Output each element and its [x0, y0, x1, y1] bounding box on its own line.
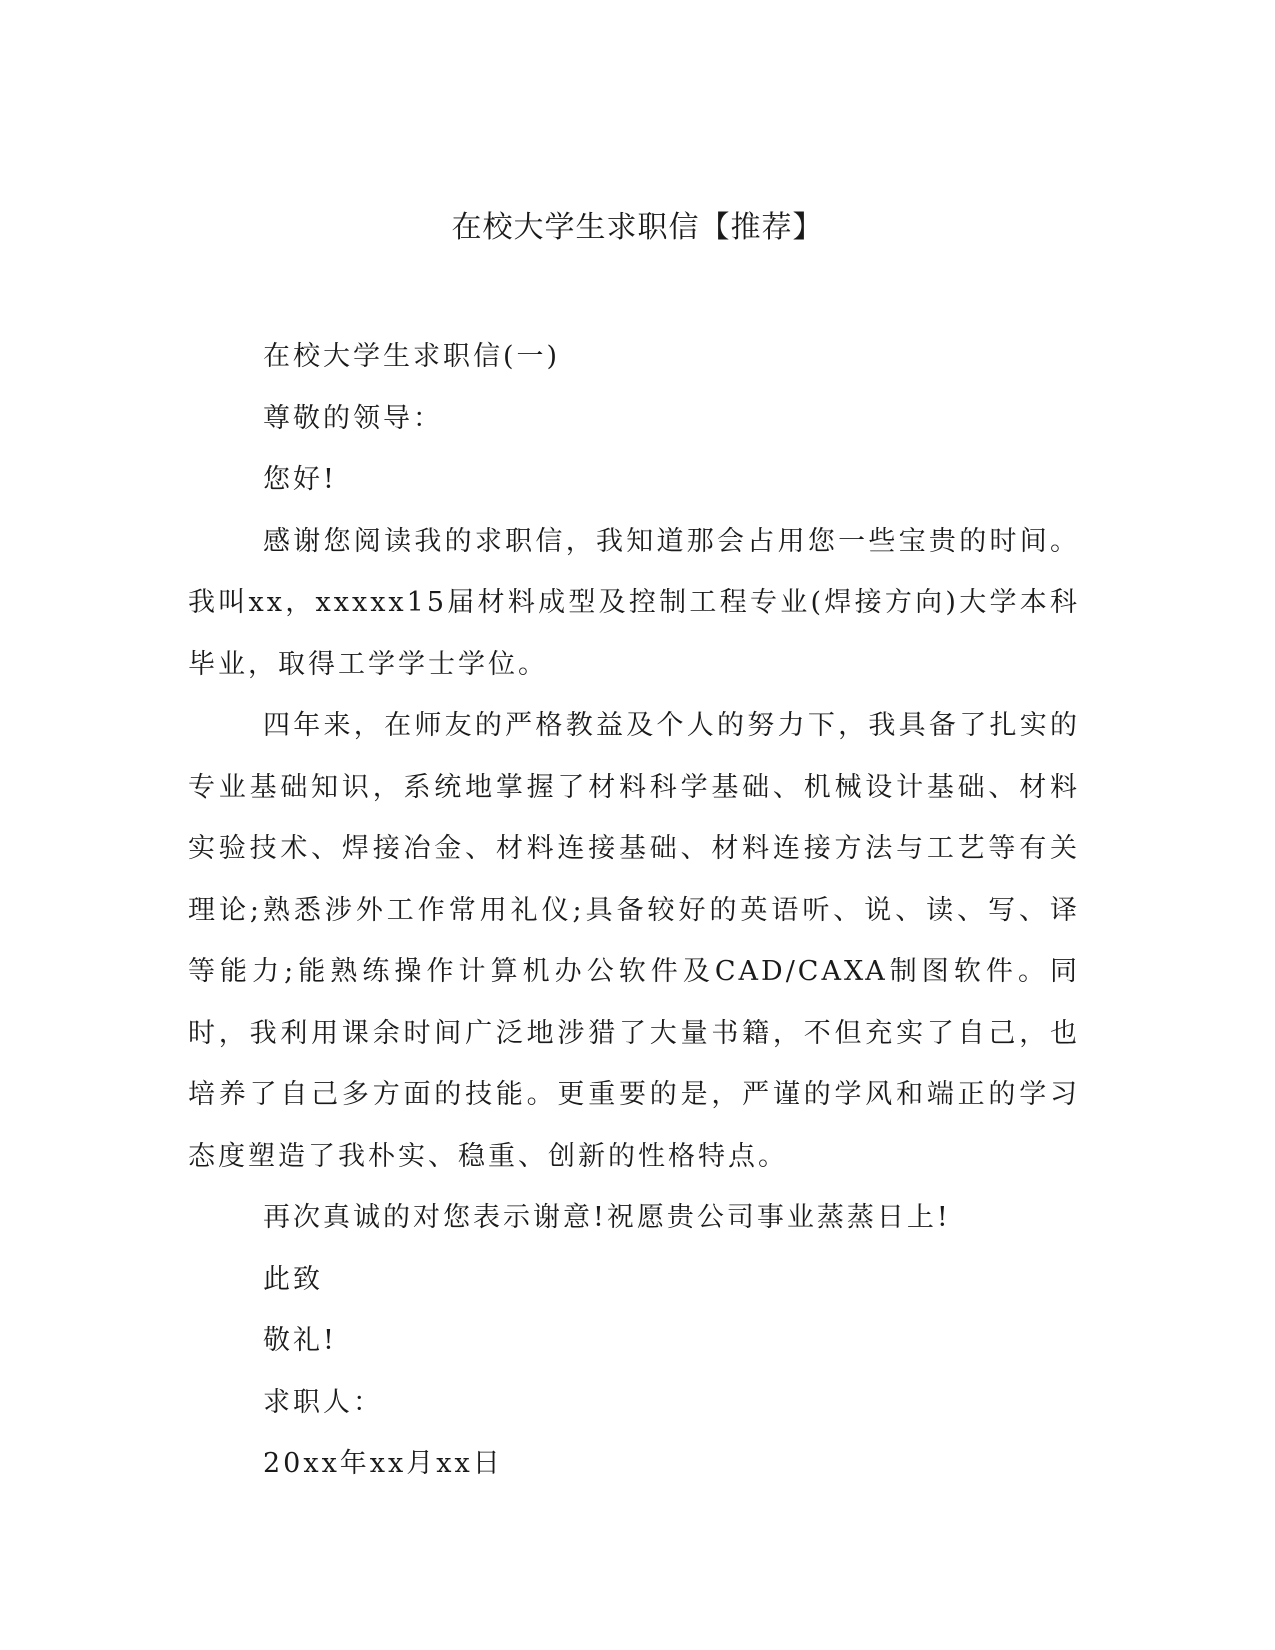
letter-body [188, 326, 1080, 1495]
greeting: 您好! [263, 464, 337, 495]
applicant-label: 求职人： [263, 1386, 383, 1418]
letter-date: 20xx年xx月xx日 [263, 1448, 503, 1479]
document-title: 在校大学生求职信【推荐】 [451, 210, 824, 245]
salutation: 尊敬的领导： [263, 402, 443, 434]
closing-line: 此致 [263, 1263, 323, 1295]
letter-subtitle: 在校大学生求职信(一) [263, 341, 561, 372]
thanks-paragraph: 再次真诚的对您表示谢意!祝愿贵公司事业蒸蒸日上! [263, 1202, 951, 1233]
closing-regards: 敬礼! [263, 1325, 337, 1356]
intro-paragraph: 感谢您阅读我的求职信，我知道那会占用您一些宝贵的时间。我叫xx，xxxxx15届材料成型及控制工程专业(焊接方向)大学本科毕业，取得工学学士学位。 [188, 525, 1080, 680]
qualifications-paragraph: 四年来，在师友的严格教益及个人的努力下，我具备了扎实的专业基础知识，系统地掌握了材料科学基础、机械设计基础、材料实验技术、焊接冶金、材料连接基础、材料连接方法与工艺等有关理论;熟悉涉外工作常用礼仪;具备较好的英语听、说、读、写、译等能力;能熟练操作计算机办公软件及CAD/CAXA制图软件。同时，我利用课余时间广泛地涉猎了大量书籍，不但充实了自己，也培养了自己多方面的技能。更重要的是，严谨的学风和端正的学习态度塑造了我朴实、稳重、创新的性格特点。 [188, 710, 1080, 1172]
